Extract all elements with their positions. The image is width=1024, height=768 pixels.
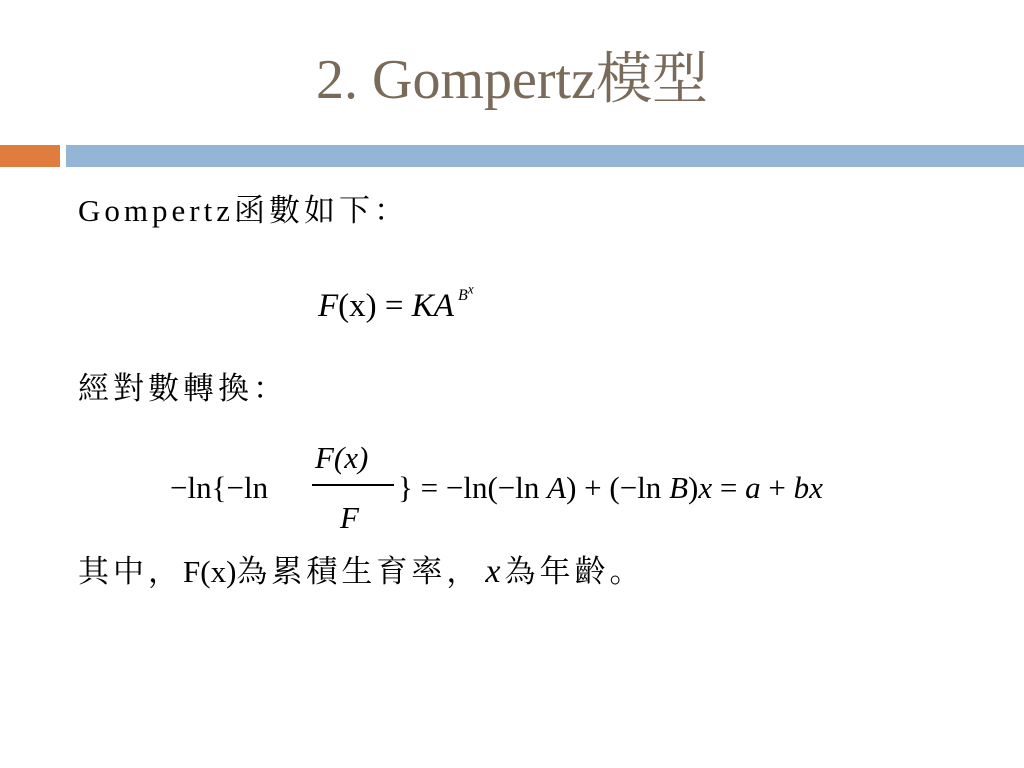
formula-rhs: KA [411,288,454,324]
formula2-lead: −ln{−ln [170,470,269,505]
title-accent-orange [0,145,60,167]
fraction-denominator: F [340,500,359,535]
transform-text: 經對數轉換： [78,371,288,406]
formula-args: (x) [338,288,377,324]
formula-superscript: Bx [457,281,474,304]
formula-f: F [318,288,339,324]
slide-title: 2. Gompertz模型 [316,49,708,111]
age-variable: x [485,553,501,590]
log-transform-formula [170,440,950,540]
definition-text: 其中，F(x)為累積生育率， x 為年齡。 [78,553,645,590]
fraction-numerator: F(x) [315,440,369,475]
formula2-rhs: } = −ln(−ln A) + (−ln B)x = a + bx [398,470,823,505]
title-accent-blue [66,145,1024,167]
intro-text: Gompertz函數如下： [78,193,409,228]
fraction-bar [312,484,394,486]
formula-equals: = [384,288,404,324]
gompertz-formula [318,281,474,325]
